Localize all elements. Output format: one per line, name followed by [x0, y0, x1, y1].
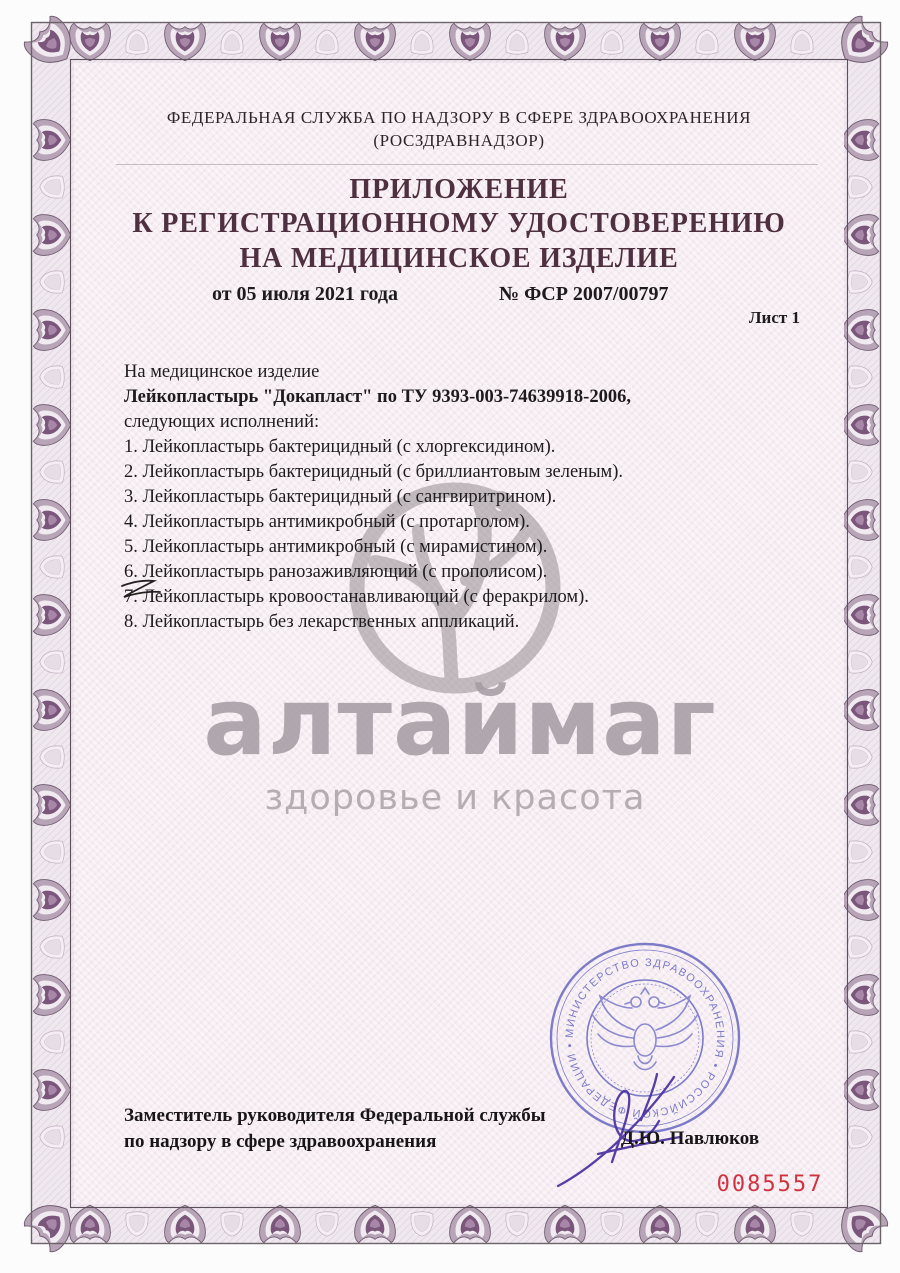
position-line-1: Заместитель руководителя Федеральной службы — [124, 1105, 546, 1126]
variant-item: 3. Лейкопластырь бактерицидный (с сангвиритрином). — [124, 487, 557, 507]
document-title-line-2: К РЕГИСТРАЦИОННОМУ УДОСТОВЕРЕНИЮ — [132, 208, 786, 239]
variant-item: 8. Лейкопластырь без лекарственных аппликаций. — [124, 612, 520, 632]
registration-number: № ФСР 2007/00797 — [499, 283, 669, 305]
variant-item: 2. Лейкопластырь бактерицидный (с бриллиантовым зеленым). — [124, 462, 624, 482]
variant-item: 6. Лейкопластырь ранозаживляющий (с прополисом). — [124, 562, 548, 582]
stamp-ring-text: МИНИСТЕРСТВО ЗДРАВООХРАНЕНИЯ • РОССИЙСКОЙ ФЕДЕРАЦИИ • — [563, 956, 727, 1120]
authority-line-1: ФЕДЕРАЛЬНАЯ СЛУЖБА ПО НАДЗОРУ В СФЕРЕ ЗДРАВООХРАНЕНИЯ — [166, 108, 752, 127]
signer-position — [124, 1103, 604, 1155]
variant-item: 5. Лейкопластырь антимикробный (с мирамистином). — [124, 537, 548, 557]
issue-date: от 05 июля 2021 года — [212, 283, 399, 305]
product-name-line: Лейкопластырь "Докапласт" по ТУ 9393-003-74639918-2006, — [124, 387, 631, 407]
document-title-line-3: НА МЕДИЦИНСКОЕ ИЗДЕЛИЕ — [239, 243, 679, 274]
document-title-line-1: ПРИЛОЖЕНИЕ — [349, 174, 569, 205]
sheet-number: Лист 1 — [748, 308, 800, 327]
blank-serial-number: 0085557 — [716, 1172, 824, 1197]
signer-name: Д.Ю. Павлюков — [620, 1128, 760, 1149]
watermark-tagline: здоровье и красота — [264, 778, 646, 818]
intro-line: На медицинское изделие — [124, 362, 320, 382]
variants-label: следующих исполнений: — [124, 412, 320, 432]
authority-line-2: (РОСЗДРАВНАДЗОР) — [373, 131, 545, 150]
watermark-brand: алтаймаг — [203, 668, 717, 777]
position-line-2: по надзору в сфере здравоохранения — [124, 1131, 437, 1152]
variant-item: 1. Лейкопластырь бактерицидный (с хлоргексидином). — [124, 437, 556, 457]
variant-item: 4. Лейкопластырь антимикробный (с протарголом). — [124, 512, 530, 532]
variant-item: 7. Лейкопластырь кровоостанавливающий (с феракрилом). — [124, 587, 589, 607]
